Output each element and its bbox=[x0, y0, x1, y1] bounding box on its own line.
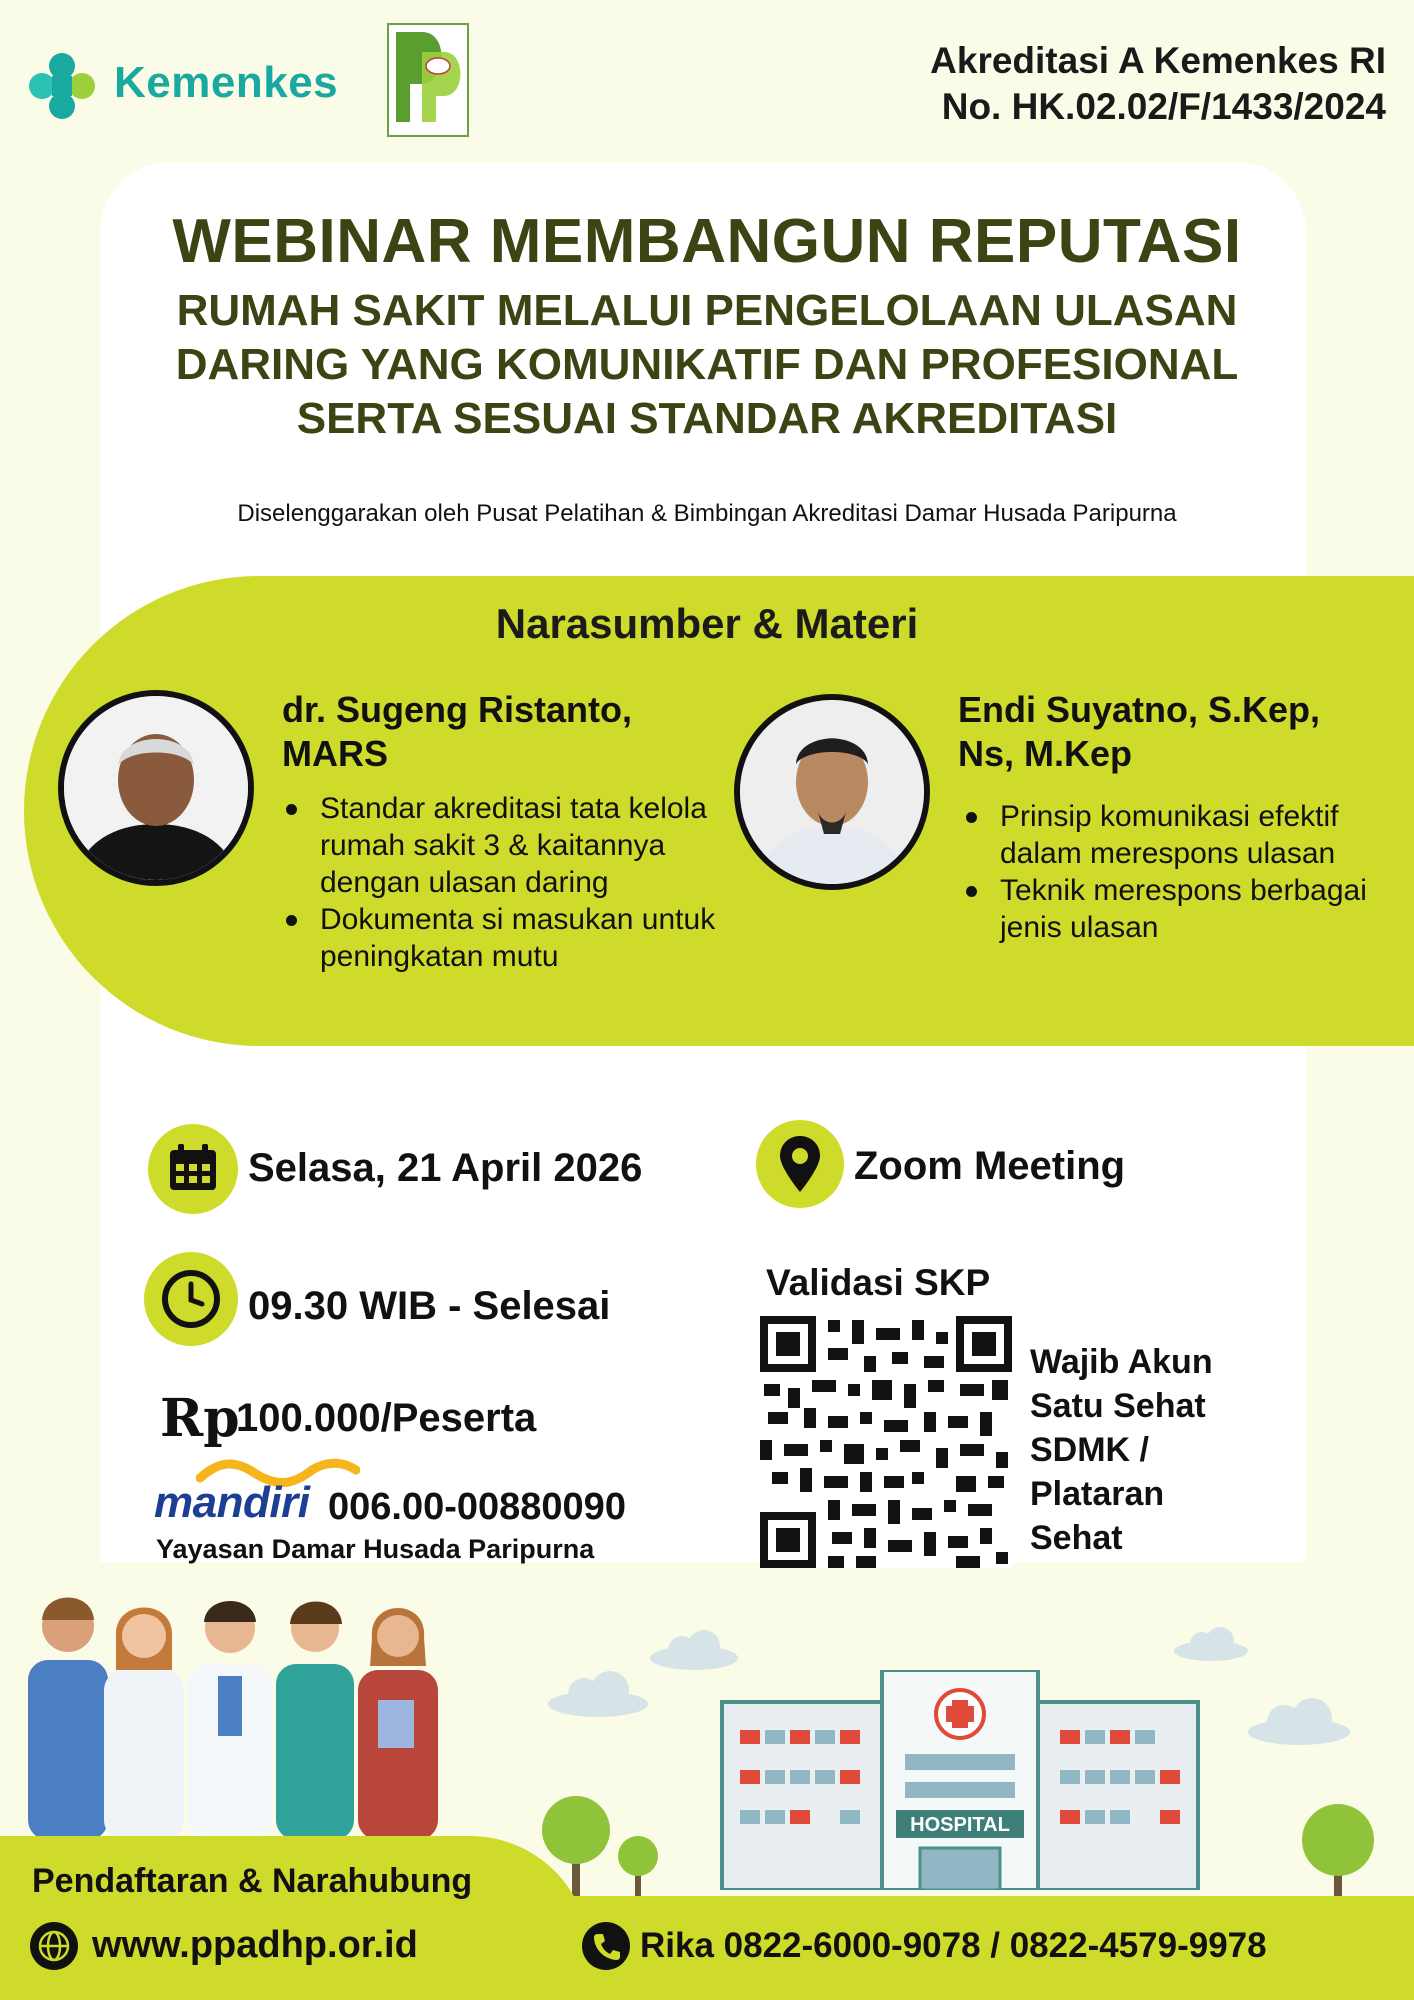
calendar-icon bbox=[148, 1124, 238, 1214]
event-price: 100.000/Peserta bbox=[236, 1396, 537, 1440]
location-pin-icon bbox=[756, 1120, 844, 1208]
speaker-name-line: Endi Suyatno, S.Kep, bbox=[958, 689, 1321, 730]
hospital-sign: HOSPITAL bbox=[910, 1814, 1010, 1836]
clock-icon bbox=[144, 1252, 238, 1346]
skp-title: Validasi SKP bbox=[766, 1262, 991, 1303]
registration-title: Pendaftaran & Narahubung bbox=[32, 1862, 473, 1900]
skp-note-line: Sehat bbox=[1030, 1519, 1123, 1557]
organizer-text: Diselenggarakan oleh Pusat Pelatihan & Bimbingan Akreditasi Damar Husada Paripurna bbox=[237, 500, 1177, 527]
cloud-icon bbox=[546, 1670, 650, 1718]
speaker-1-photo bbox=[58, 690, 254, 886]
bank-account-number: 006.00-00880090 bbox=[328, 1486, 626, 1528]
accreditation-block bbox=[930, 38, 1386, 130]
skp-note-line: Wajib Akun bbox=[1030, 1343, 1213, 1381]
event-date: Selasa, 21 April 2026 bbox=[248, 1146, 643, 1190]
speaker-2-topics bbox=[962, 798, 1382, 946]
subtitle-line: SERTA SESUAI STANDAR AKREDITASI bbox=[296, 394, 1118, 443]
speaker-avatar-icon bbox=[740, 700, 924, 884]
accreditation-line1: Akreditasi A Kemenkes RI bbox=[930, 40, 1386, 81]
speaker-2-photo bbox=[734, 694, 930, 890]
topic-item: Standar akreditasi tata kelola rumah sakit 3 & kaitannya dengan ulasan daring bbox=[282, 790, 722, 901]
kemenkes-wordmark: Kemenkes bbox=[114, 58, 339, 107]
subtitle-line: DARING YANG KOMUNIKATIF DAN PROFESIONAL bbox=[175, 340, 1239, 389]
kemenkes-logo-icon bbox=[22, 46, 102, 126]
subtitle-line: RUMAH SAKIT MELALUI PENGELOLAAN ULASAN bbox=[176, 286, 1238, 335]
globe-icon bbox=[28, 1920, 80, 1972]
bank-account-holder: Yayasan Damar Husada Paripurna bbox=[156, 1534, 595, 1564]
speaker-avatar-icon bbox=[64, 696, 248, 880]
page-subtitle bbox=[0, 284, 1414, 446]
speakers-section-title: Narasumber & Materi bbox=[495, 600, 919, 647]
skp-note-line: SDMK / bbox=[1030, 1431, 1149, 1469]
topic-item: Prinsip komunikasi efektif dalam merespons ulasan bbox=[962, 798, 1382, 872]
cloud-icon bbox=[648, 1630, 740, 1670]
ppadhp-logo-icon bbox=[386, 22, 470, 138]
qr-code-icon[interactable] bbox=[760, 1316, 1012, 1568]
skp-requirement-note bbox=[1030, 1340, 1250, 1560]
website-link[interactable]: www.ppadhp.or.id bbox=[92, 1924, 418, 1966]
topic-item: Dokumenta si masukan untuk peningkatan mutu bbox=[282, 901, 722, 975]
cloud-icon bbox=[1172, 1626, 1250, 1662]
speaker-name-line: Ns, M.Kep bbox=[958, 733, 1133, 774]
kemenkes-logo bbox=[22, 46, 362, 126]
medical-staff-illustration-icon bbox=[18, 1580, 448, 1840]
speaker-name-line: dr. Sugeng Ristanto, bbox=[282, 689, 633, 730]
skp-note-line: Satu Sehat bbox=[1030, 1387, 1206, 1425]
event-location: Zoom Meeting bbox=[854, 1144, 1126, 1188]
event-time: 09.30 WIB - Selesai bbox=[248, 1284, 611, 1328]
page-title: WEBINAR MEMBANGUN REPUTASI bbox=[172, 207, 1242, 276]
accreditation-line2: No. HK.02.02/F/1433/2024 bbox=[941, 86, 1386, 127]
hospital-building-icon bbox=[710, 1670, 1210, 1890]
price-currency: Rp bbox=[160, 1388, 240, 1449]
speaker-2-name bbox=[958, 688, 1378, 776]
tree-icon bbox=[1296, 1800, 1380, 1910]
speaker-1-name bbox=[282, 688, 702, 776]
topic-item: Teknik merespons berbagai jenis ulasan bbox=[962, 872, 1382, 946]
speaker-1-topics bbox=[282, 790, 722, 975]
tree-icon bbox=[614, 1832, 662, 1900]
bank-logo: mandiri bbox=[154, 1478, 310, 1527]
footer-left-panel bbox=[0, 1836, 590, 2000]
skp-note-line: Plataran bbox=[1030, 1475, 1165, 1513]
cloud-icon bbox=[1246, 1696, 1352, 1746]
speaker-name-line: MARS bbox=[282, 733, 388, 774]
phone-icon bbox=[580, 1920, 632, 1972]
contact-phone[interactable]: Rika 0822-6000-9078 / 0822-4579-9978 bbox=[640, 1926, 1267, 1965]
